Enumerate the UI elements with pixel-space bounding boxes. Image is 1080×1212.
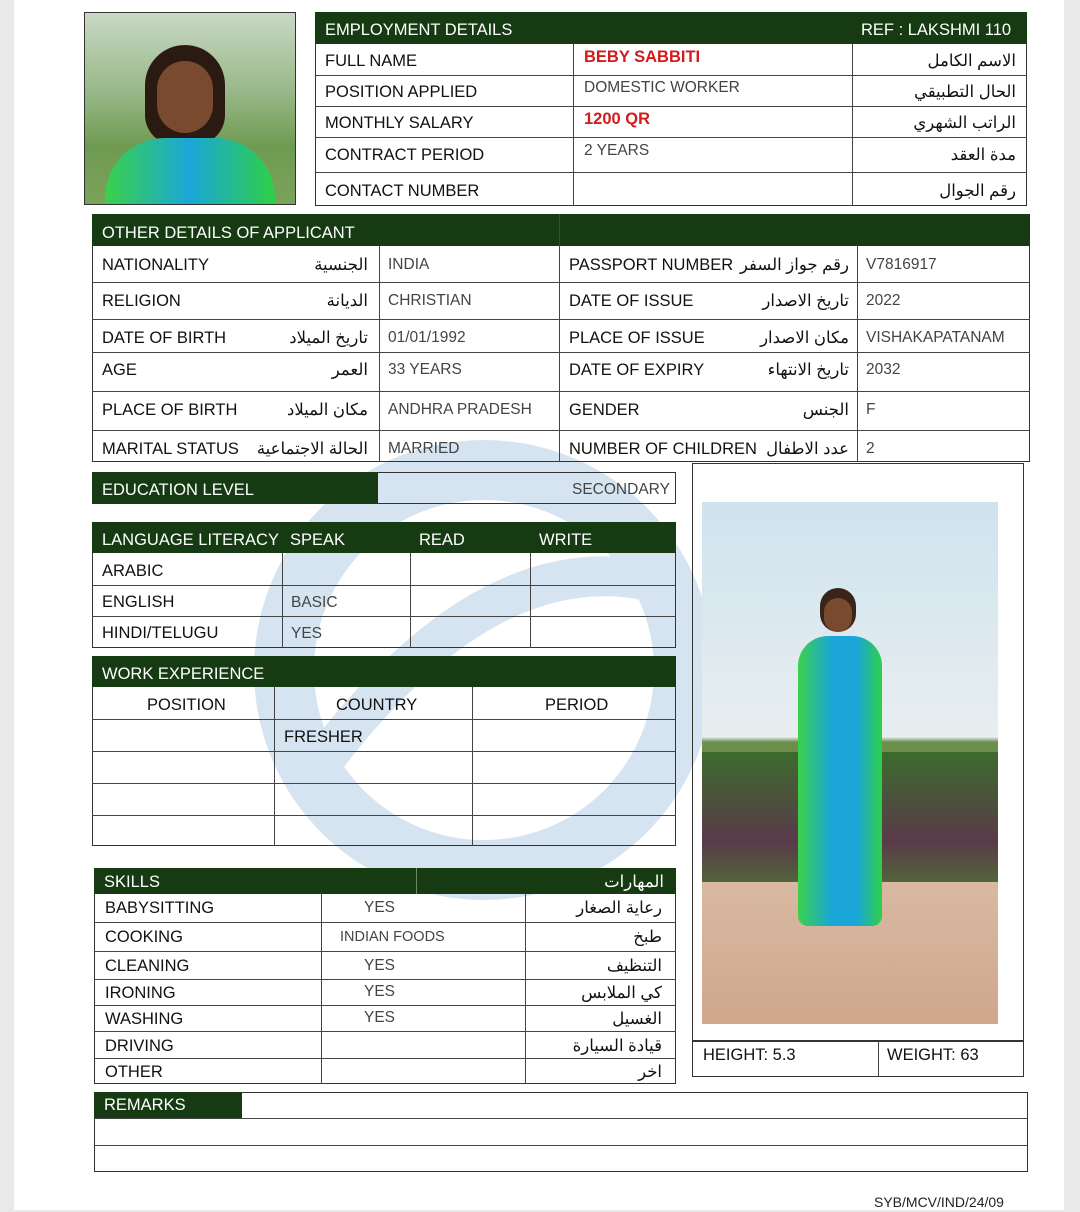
marital-status-label: MARITAL STATUS — [102, 440, 239, 458]
date-of-birth-arabic: تاريخ الميلاد — [289, 329, 368, 347]
work-row-country: FRESHER — [284, 728, 363, 746]
contact-number-label: CONTACT NUMBER — [325, 182, 480, 200]
skill-driving-label: DRIVING — [105, 1037, 174, 1055]
monthly-salary-arabic: الراتب الشهري — [913, 114, 1016, 132]
nationality-label: NATIONALITY — [102, 256, 209, 274]
education-label-cell — [92, 472, 378, 504]
monthly-salary-value: 1200 QR — [584, 110, 651, 128]
language-header-speak: SPEAK — [290, 531, 346, 549]
position-applied-label: POSITION APPLIED — [325, 83, 478, 101]
contract-period-value: 2 YEARS — [584, 142, 650, 159]
skill-babysitting-arabic: رعاية الصغار — [576, 899, 662, 917]
date-of-birth-label: DATE OF BIRTH — [102, 329, 227, 347]
position-applied-value: DOMESTIC WORKER — [584, 79, 740, 96]
skill-cooking-arabic: طبخ — [633, 928, 662, 946]
other-details-title: OTHER DETAILS OF APPLICANT — [102, 224, 355, 242]
nationality-arabic: الجنسية — [314, 256, 368, 274]
marital-status-value: MARRIED — [388, 440, 460, 457]
religion-arabic: الديانة — [326, 292, 368, 310]
weight-value: WEIGHT: 63 — [887, 1046, 979, 1064]
skill-washing-label: WASHING — [105, 1010, 184, 1028]
number-of-children-arabic: عدد الاطفال — [766, 440, 849, 458]
education-label: EDUCATION LEVEL — [102, 481, 254, 499]
skill-washing-arabic: الغسيل — [612, 1010, 662, 1028]
position-applied-arabic: الحال التطبيقي — [913, 83, 1016, 101]
employment-header — [315, 12, 1027, 44]
applicant-portrait-photo — [84, 12, 296, 205]
height-value: HEIGHT: 5.3 — [703, 1046, 796, 1064]
place-of-birth-arabic: مكان الميلاد — [286, 401, 368, 419]
skill-cooking-label: COOKING — [105, 928, 183, 946]
date-of-issue-value: 2022 — [866, 292, 901, 309]
skill-cooking-value: INDIAN FOODS — [340, 929, 445, 945]
remarks-title: REMARKS — [104, 1096, 186, 1114]
religion-value: CHRISTIAN — [388, 292, 472, 309]
language-arabic-label: ARABIC — [102, 562, 164, 580]
place-of-birth-label: PLACE OF BIRTH — [102, 401, 238, 419]
number-of-children-value: 2 — [866, 440, 875, 457]
language-hindi-label: HINDI/TELUGU — [102, 624, 219, 642]
language-header-write: WRITE — [539, 531, 593, 549]
passport-number-label: PASSPORT NUMBER — [569, 256, 734, 274]
language-hindi-speak: YES — [291, 625, 323, 642]
reference-code: REF : LAKSHMI 110 — [861, 21, 1012, 39]
contract-period-label: CONTRACT PERIOD — [325, 146, 485, 164]
skill-other-arabic: اخر — [638, 1063, 662, 1081]
place-of-issue-value: VISHAKAPATANAM — [866, 329, 1005, 346]
cv-page — [14, 0, 1064, 1210]
full-name-label: FULL NAME — [325, 52, 417, 70]
monthly-salary-label: MONTHLY SALARY — [325, 114, 474, 132]
age-arabic: العمر — [331, 361, 368, 379]
gender-label: GENDER — [569, 401, 640, 419]
contact-number-arabic: رقم الجوال — [939, 182, 1016, 200]
place-of-birth-value: ANDHRA PRADESH — [388, 401, 532, 418]
passport-number-arabic: رقم جواز السفر — [739, 256, 849, 274]
language-english-speak: BASIC — [291, 594, 338, 611]
other-details-header — [92, 214, 1030, 246]
skill-cleaning-label: CLEANING — [105, 957, 190, 975]
skill-cleaning-value: YES — [364, 957, 396, 974]
full-name-value: BEBY SABBITI — [584, 48, 701, 66]
date-of-birth-value: 01/01/1992 — [388, 329, 466, 346]
skill-babysitting-value: YES — [364, 899, 396, 916]
age-label: AGE — [102, 361, 137, 379]
skill-ironing-label: IRONING — [105, 984, 176, 1002]
full-name-arabic: الاسم الكامل — [927, 52, 1016, 70]
skill-ironing-arabic: كي الملابس — [581, 984, 662, 1002]
skill-other-label: OTHER — [105, 1063, 163, 1081]
place-of-issue-label: PLACE OF ISSUE — [569, 329, 705, 347]
skills-title: SKILLS — [104, 873, 160, 891]
skill-babysitting-label: BABYSITTING — [105, 899, 215, 917]
applicant-full-body-photo — [702, 502, 998, 1024]
marital-status-arabic: الحالة الاجتماعية — [256, 440, 368, 458]
work-experience-title: WORK EXPERIENCE — [102, 665, 265, 683]
skill-cleaning-arabic: التنظيف — [606, 957, 662, 975]
language-header-literacy: LANGUAGE LITERACY — [102, 531, 279, 549]
language-header — [92, 522, 676, 553]
religion-label: RELIGION — [102, 292, 181, 310]
work-header-position: POSITION — [147, 696, 226, 714]
age-value: 33 YEARS — [388, 361, 462, 378]
contract-period-arabic: مدة العقد — [950, 146, 1016, 164]
skills-title-arabic: المهارات — [604, 873, 664, 891]
education-value: SECONDARY — [572, 481, 670, 498]
work-experience-header — [92, 656, 676, 687]
gender-value: F — [866, 401, 876, 418]
remarks-header — [94, 1092, 242, 1118]
language-header-read: READ — [419, 531, 465, 549]
gender-arabic: الجنس — [802, 401, 849, 419]
skill-washing-value: YES — [364, 1009, 396, 1026]
employment-title: EMPLOYMENT DETAILS — [325, 21, 513, 39]
date-of-expiry-label: DATE OF EXPIRY — [569, 361, 705, 379]
work-header-period: PERIOD — [545, 696, 609, 714]
number-of-children-label: NUMBER OF CHILDREN — [569, 440, 757, 458]
language-english-label: ENGLISH — [102, 593, 175, 611]
work-header-country: COUNTRY — [336, 696, 418, 714]
place-of-issue-arabic: مكان الاصدار — [760, 329, 849, 347]
skill-driving-arabic: قيادة السيارة — [572, 1037, 662, 1055]
passport-number-value: V7816917 — [866, 256, 937, 273]
skills-header — [94, 868, 676, 894]
nationality-value: INDIA — [388, 256, 430, 273]
footer-code: SYB/MCV/IND/24/09 — [874, 1194, 1004, 1210]
date-of-issue-arabic: تاريخ الاصدار — [762, 292, 849, 310]
date-of-expiry-arabic: تاريخ الانتهاء — [767, 361, 849, 379]
date-of-expiry-value: 2032 — [866, 361, 901, 378]
skill-ironing-value: YES — [364, 983, 396, 1000]
date-of-issue-label: DATE OF ISSUE — [569, 292, 694, 310]
